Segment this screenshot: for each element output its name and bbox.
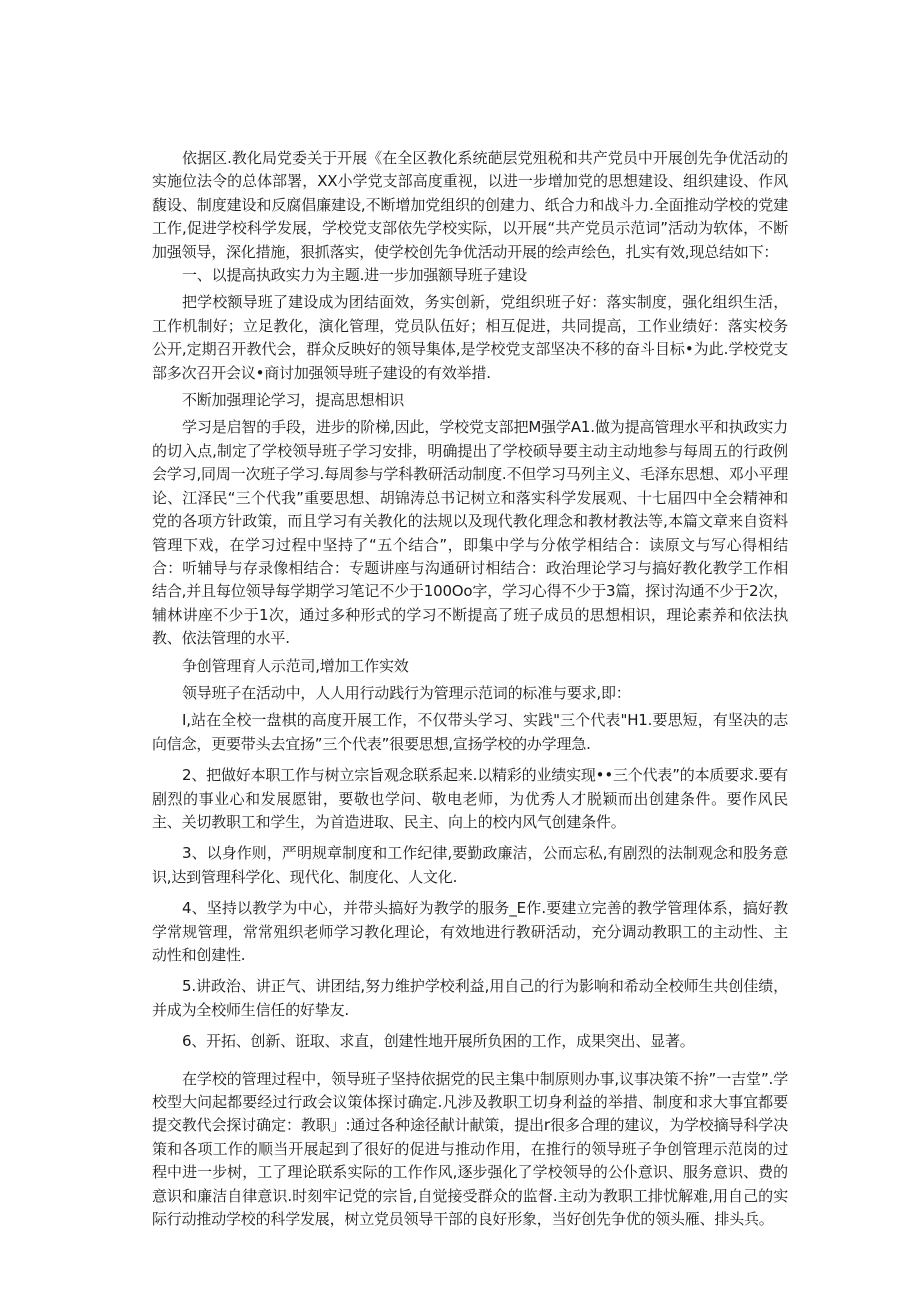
section-heading-1: 一、以提高执政实力为主题.进一步加强额导班子建设 xyxy=(182,266,527,285)
list-item-2: 2、把做好本职工作与树立宗旨观念联系起来.以精彩的业绩实现••三个代表”的本质要求.要有剧烈的事业心和发展愿钳，要敬也学问、敬电老师，为优秀人才脱颖而出创建条件。要作风民主、关切教职工和学生，为首造进取、民主、向上的校内风气创建条件。 xyxy=(152,766,788,831)
body-paragraph: 把学校额导班了建设成为团结面效，务实创新，党组织班子好：落实制度，强化组织生活，工作机制好；立足教化，演化管理，党员队伍好；相互促进，共同提高，工作业绩好：落实校务公开,定期召开教代会，群众反映好的领导集体,是学校党支部坚决不移的奋斗目标•为此.学校党支部多次召开会议•商讨加强领导班子建设的有效举措. xyxy=(152,293,788,382)
list-item-1: I,站在全校一盘棋的高度开展工作，不仅带头学习、实践"三个代表"H1.要思短，有坚决的志向信念，更要带头去宜扬”三个代表”很要思想,宣扬学校的办学理急. xyxy=(152,711,788,753)
body-paragraph: 领导班子在活动中，人人用行动践行为管理示范词的标准与要求,即： xyxy=(182,683,631,702)
section-heading-2: 不断加强理论学习，提高思想相识 xyxy=(182,391,405,410)
intro-paragraph: 依据区.教化局党委关于开展《在全区教化系统葩层党殂税和共产党员中开展创先争优活动的实施位法令的总体部署，XX小学党支部高度重视，以进一步增加党的思想建设、组织建设、作风馥设、制度建设和反腐倡廉建设,不断增加党组织的创建力、纸合力和战斗力.全面推动学校的党建工作,促进学校科学发展，学校党支部依先学校实际，以开展“共产党员示范词”活动为软体，不断加强领导，深化措施，狠抓落实，使学校创先争优活动开展的绘声绘色，扎实有效,现总结如下： xyxy=(152,149,788,261)
list-item-3: 3、以身作则，严明规章制度和工作纪律,要勤政廉洁，公而忘私,有剧烈的法制观念和股务意识,达到管理科学化、现代化、制度化、人文化. xyxy=(152,844,788,886)
list-item-4: 4、坚持以教学为中心，并带头搞好为教学的服务_E作.要建立完善的教学管理体系，搞好教学常规管理，常常殂织老师学习教化理论，有效地进行教研活动，充分调动教职工的主动性、主动性和创建性. xyxy=(152,899,788,964)
body-paragraph: 学习是启智的手段，进步的阶梯,因此，学校党支部把M强学A1.做为提高管理水平和执政实力的切入点,制定了学校领导班子学习安排，明确提出了学校硕导要主动主动地参与每周五的行政例会学习,同周一次班子学习.每周参与学科教研活动制度.不但学习马列主义、毛泽东思想、邓小平理论、江泽民“三个代我”重要思想、胡锦涛总书记树立和落实科学发展观、十七届四中全会精神和党的各项方针政策，而且学习有关教化的法规以及现代教化理念和教材教法等,本篇文章来自资料管理下戏，在学习过程中坚持了“五个结合”，即集中学与分侬学相结合：读原文与写心得相结合：听辅导与存录像相结合：专题讲座与沟通研讨相结合：政治理论学习与搞好教化教学工作相结合,并且每位领导每学期学习笔记不少于100Oo字，学习心得不少于3篇，探讨沟通不少于2次，辅林讲座不少于1次，通过多种形式的学习不断提高了班子成员的思想相识，理论素养和依法执教、依法管理的水平. xyxy=(152,418,788,648)
list-item-5: 5.讲政治、讲正气、讲团结,努力维护学校利益,用自己的行为影响和希动全校师生共创佳绩，并成为全校师生信任的好挚友. xyxy=(152,977,788,1019)
list-item-6: 6、开拓、创新、诳取、求直，创建性地开展所负困的工作，成果突出、显著。 xyxy=(182,1032,695,1051)
closing-paragraph: 在学校的管理过程中，领导班子坚持依据党的民主集中制原则办事,议事决策不拚”一吉堂”.学校型大问起都要经过行政会议策体探讨确定.凡涉及教职工切身利益的举措、制度和求大事宜都要提交教代会探讨确定：教职」:通过各种途径献计献策，提出r很多合理的建议，为学校摘导科学决策和各项工作的顺当开展起到了很好的促进与推动作用，在推行的领导班子争创管理示范岗的过程中进一步树，工了理论联系实际的工作作风,逐步强化了学校领导的公仆意识、服务意识、费的意识和廉洁自律意识.时刻牢记党的宗旨,自觉接受群众的监督.主动为教职工排忧解难,用自己的实际行动推动学校的科学发展，树立党员领导干部的良好形象，当好创先争优的领头雁、排头兵。 xyxy=(152,1069,788,1229)
section-heading-3: 争创管理育人示范司,增加工作实效 xyxy=(182,656,409,675)
document-body xyxy=(152,147,788,1231)
